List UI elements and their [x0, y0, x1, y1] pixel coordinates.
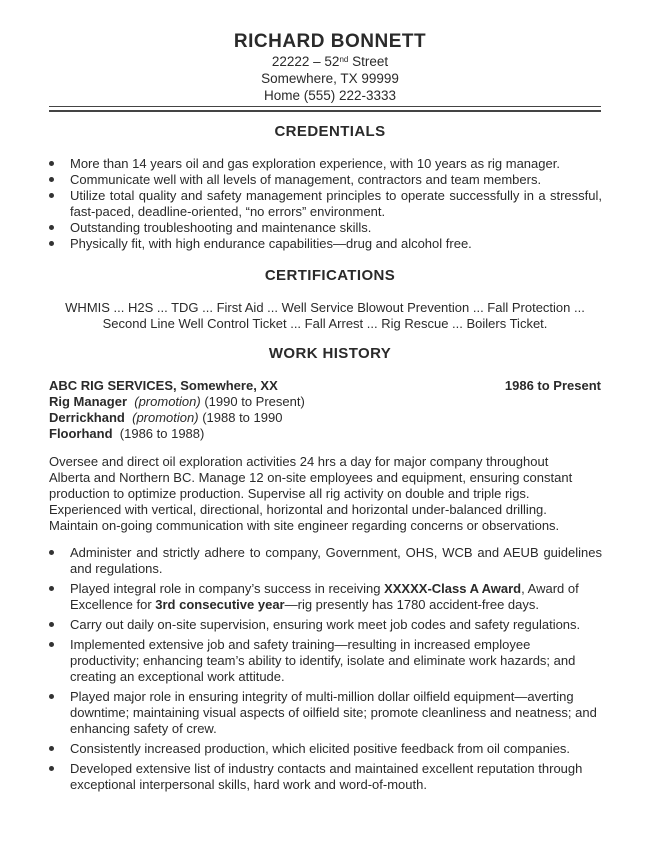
achievement-text: Carry out daily on-site supervision, ensuring work meet job codes and safety regulations.	[70, 617, 581, 632]
list-item	[46, 761, 602, 793]
achievement-text: Implemented extensive job and safety training—resulting in increased employee productivity; enhancing team’s ability to identify, isolate and eliminate work hazards; and creating an exceptional work attitude.	[70, 637, 576, 684]
city-state-zip: Somewhere, TX 99999	[261, 71, 399, 86]
home-phone: Home (555) 222-3333	[263, 88, 397, 103]
role-title: Floorhand	[49, 426, 113, 441]
achievement-text: Consistently increased production, which elicited positive feedback from oil companies.	[70, 741, 571, 756]
role-dates: (1990 to Present)	[204, 394, 305, 409]
list-item	[46, 545, 602, 577]
role-title: Derrickhand	[49, 410, 125, 425]
role-item	[49, 410, 305, 426]
bullet-icon	[49, 746, 54, 751]
role-list	[49, 394, 305, 442]
achievement-text-part: Played integral role in company’s success in receiving	[70, 581, 385, 596]
bullet-icon	[49, 193, 54, 198]
achievement-text-part: —rig presently has 1780 accident-free days.	[284, 597, 539, 612]
certifications-heading: CERTIFICATIONS	[264, 267, 396, 284]
role-item	[49, 394, 305, 410]
street-ordinal-suffix: nd	[339, 55, 349, 64]
job-summary: Oversee and direct oil exploration activities 24 hrs a day for major company throughout Alberta and Northern BC. Manage 12 on-site employees and equipment, ensuring constant production to optimize production. Supervise all rig activity on double and triple rigs. Experienced with vertical, directional, horizontal and horizontal under-balanced drilling. Maintain on-going communication with site engineer regarding concerns or observations.	[49, 454, 573, 533]
achievement-text: Administer and strictly adhere to company, Government, OHS, WCB and AEUB guidelines and regulations.	[70, 545, 602, 576]
bullet-icon	[49, 161, 54, 166]
role-dates: (1986 to 1988)	[119, 426, 205, 441]
certifications-line: Second Line Well Control Ticket ... Fall Arrest ... Rig Rescue ... Boilers Ticket.	[102, 316, 548, 331]
achievement-text: Played major role in ensuring integrity of multi-million dollar oilfield equipment—averting downtime; maintaining visual aspects of oilfield site; promote cleanliness and neatness; and enhancing safety of crew.	[70, 689, 597, 736]
role-note: (promotion)	[132, 410, 199, 425]
list-item	[46, 689, 602, 737]
role-item	[49, 426, 305, 442]
credential-text: Physically fit, with high endurance capabilities—drug and alcohol free.	[70, 236, 472, 251]
role-dates: (1988 to 1990	[202, 410, 283, 425]
achievement-text: Developed extensive list of industry contacts and maintained excellent reputation through exceptional interpersonal skills, hard work and word-of-mouth.	[70, 761, 583, 792]
bullet-icon	[49, 225, 54, 230]
street-name: Street	[348, 54, 389, 69]
credential-text: More than 14 years oil and gas exploration experience, with 10 years as rig manager.	[70, 156, 560, 171]
bullet-icon	[49, 586, 54, 591]
bullet-icon	[49, 642, 54, 647]
role-note: (promotion)	[134, 394, 201, 409]
role-title: Rig Manager	[49, 394, 128, 409]
credential-text: Communicate well with all levels of management, contractors and team members.	[70, 172, 542, 187]
credentials-list	[46, 156, 602, 252]
list-item	[46, 741, 602, 757]
list-item	[46, 617, 602, 633]
award-streak: 3rd consecutive year	[155, 597, 285, 612]
certifications-text	[49, 300, 601, 332]
achievement-text-part: , Award of Excellence for	[70, 581, 579, 612]
street-address	[0, 53, 660, 70]
credential-text: Utilize total quality and safety management principles to operate successfully in a stressful, fast-paced, deadline-oriented, “no errors” environment.	[70, 188, 602, 219]
list-item	[46, 188, 602, 220]
resume-header	[0, 0, 660, 104]
bullet-icon	[49, 622, 54, 627]
bullet-icon	[49, 694, 54, 699]
list-item	[46, 172, 602, 188]
bullet-icon	[49, 766, 54, 771]
list-item	[46, 637, 602, 685]
employer-name: ABC RIG SERVICES, Somewhere, XX	[49, 378, 278, 393]
achievement-text	[70, 581, 579, 612]
header-divider-thin	[49, 106, 601, 107]
award-name: XXXXX-Class A Award	[384, 581, 522, 596]
bullet-icon	[49, 241, 54, 246]
bullet-icon	[49, 550, 54, 555]
list-item	[46, 236, 602, 252]
street-number: 22222 – 52	[271, 54, 340, 69]
list-item	[46, 220, 602, 236]
certifications-line: WHMIS ... H2S ... TDG ... First Aid ... Well Service Blowout Prevention ... Fall Protection ...	[65, 300, 585, 315]
header-divider-thick	[49, 110, 601, 112]
work-achievements-list	[46, 545, 602, 797]
credentials-heading: CREDENTIALS	[274, 123, 386, 140]
bullet-icon	[49, 177, 54, 182]
list-item	[46, 156, 602, 172]
employer-dates: 1986 to Present	[504, 378, 601, 393]
credential-text: Outstanding troubleshooting and maintenance skills.	[70, 220, 372, 235]
work-history-heading: WORK HISTORY	[268, 345, 392, 362]
list-item	[46, 581, 602, 613]
applicant-name: RICHARD BONNETT	[233, 31, 427, 52]
employer-row	[49, 378, 601, 394]
